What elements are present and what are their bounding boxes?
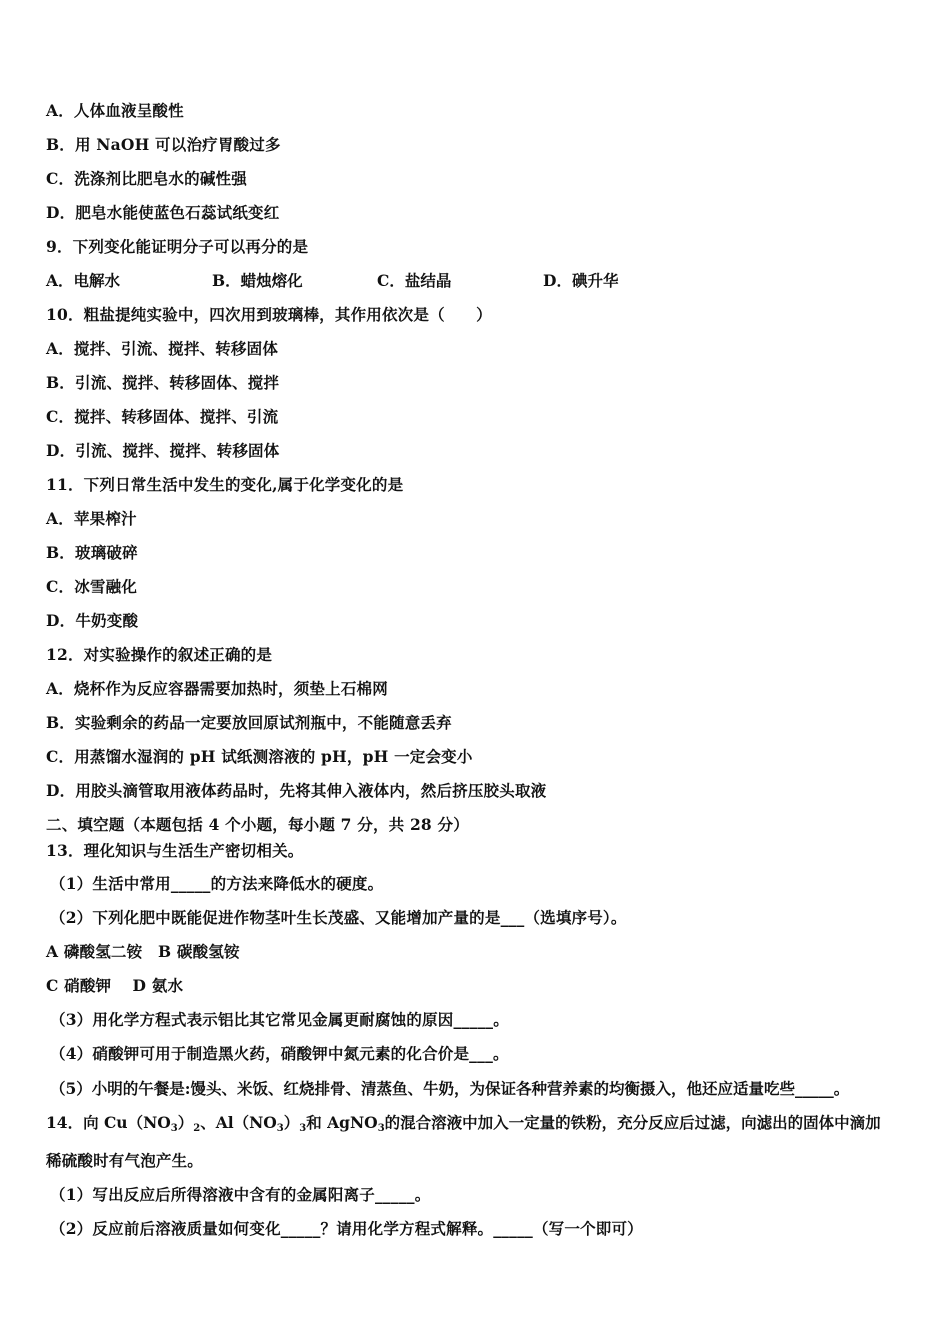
q9-option-c: C．盐结晶 <box>377 271 452 290</box>
q14-text: ） <box>177 1113 194 1132</box>
option-a: A．人体血液呈酸性 <box>46 101 184 120</box>
q14-text: 的混合溶液中加入一定量的铁粉，充分反应后过滤，向滤出的固体中滴加 <box>384 1113 881 1132</box>
section-heading: 二、填空题（本题包括 4 个小题，每小题 7 分，共 28 分） <box>46 815 469 834</box>
subscript: 3 <box>170 1123 178 1134</box>
q13-part-5: （5）小明的午餐是:馒头、米饭、红烧排骨、清蒸鱼、牛奶，为保证各种营养素的均衡摄入，他还应适量吃些_____。 <box>50 1079 850 1098</box>
option-b: B．用 NaOH 可以治疗胃酸过多 <box>46 135 281 154</box>
question-13: 13．理化知识与生活生产密切相关。 <box>46 841 304 860</box>
option-c: C．洗涤剂比肥皂水的碱性强 <box>46 169 247 188</box>
q14-text: 和 AgNO <box>306 1113 378 1132</box>
q13-part-4: （4）硝酸钾可用于制造黑火药，硝酸钾中氮元素的化合价是___。 <box>50 1044 509 1063</box>
subscript: 2 <box>193 1123 201 1134</box>
question-10: 10．粗盐提纯实验中，四次用到玻璃棒，其作用依次是（ ） <box>46 305 492 324</box>
q14-part-1: （1）写出反应后所得溶液中含有的金属阳离子_____。 <box>50 1185 431 1204</box>
subscript: 3 <box>377 1123 385 1134</box>
q12-option-b: B．实验剩余的药品一定要放回原试剂瓶中，不能随意丢弃 <box>46 713 452 732</box>
q10-option-c: C．搅拌、转移固体、搅拌、引流 <box>46 407 279 426</box>
q9-option-d: D．碘升华 <box>543 271 619 290</box>
q14-text: ） <box>283 1113 300 1132</box>
q14-text: 14．向 Cu（NO <box>46 1113 171 1132</box>
q13-choices-ab: A 磷酸氢二铵 B 碳酸氢铵 <box>46 942 240 961</box>
q13-part-3: （3）用化学方程式表示铝比其它常见金属更耐腐蚀的原因_____。 <box>50 1010 509 1029</box>
q10-option-a: A．搅拌、引流、搅拌、转移固体 <box>46 339 279 358</box>
q12-option-c: C．用蒸馏水湿润的 pH 试纸测溶液的 pH，pH 一定会变小 <box>46 747 473 766</box>
q11-option-c: C．冰雪融化 <box>46 577 138 596</box>
question-11: 11．下列日常生活中发生的变化,属于化学变化的是 <box>46 475 404 494</box>
q10-option-d: D．引流、搅拌、搅拌、转移固体 <box>46 441 280 460</box>
q12-option-d: D．用胶头滴管取用液体药品时，先将其伸入液体内，然后挤压胶头取液 <box>46 781 547 800</box>
q14-text: 、Al（NO <box>200 1113 277 1132</box>
q10-option-b: B．引流、搅拌、转移固体、搅拌 <box>46 373 280 392</box>
q11-option-a: A．苹果榨汁 <box>46 509 137 528</box>
q13-part-1: （1）生活中常用_____的方法来降低水的硬度。 <box>50 874 384 893</box>
q13-choices-cd: C 硝酸钾 D 氨水 <box>46 976 184 995</box>
question-14 <box>46 1113 881 1133</box>
q11-option-d: D．牛奶变酸 <box>46 611 139 630</box>
q13-part-2: （2）下列化肥中既能促进作物茎叶生长茂盛、又能增加产量的是___（选填序号）。 <box>50 908 627 927</box>
option-d: D．肥皂水能使蓝色石蕊试纸变红 <box>46 203 280 222</box>
q14-part-2: （2）反应前后溶液质量如何变化_____？请用化学方程式解释。_____（写一个即可） <box>50 1219 643 1238</box>
question-9: 9．下列变化能证明分子可以再分的是 <box>46 237 309 256</box>
subscript: 3 <box>299 1123 307 1134</box>
q12-option-a: A．烧杯作为反应容器需要加热时，须垫上石棉网 <box>46 679 388 698</box>
question-12: 12．对实验操作的叙述正确的是 <box>46 645 273 664</box>
q11-option-b: B．玻璃破碎 <box>46 543 138 562</box>
q9-option-a: A．电解水 <box>46 271 121 290</box>
q9-option-b: B．蜡烛熔化 <box>212 271 303 290</box>
q14-continued: 稀硫酸时有气泡产生。 <box>46 1151 204 1170</box>
subscript: 3 <box>276 1123 284 1134</box>
